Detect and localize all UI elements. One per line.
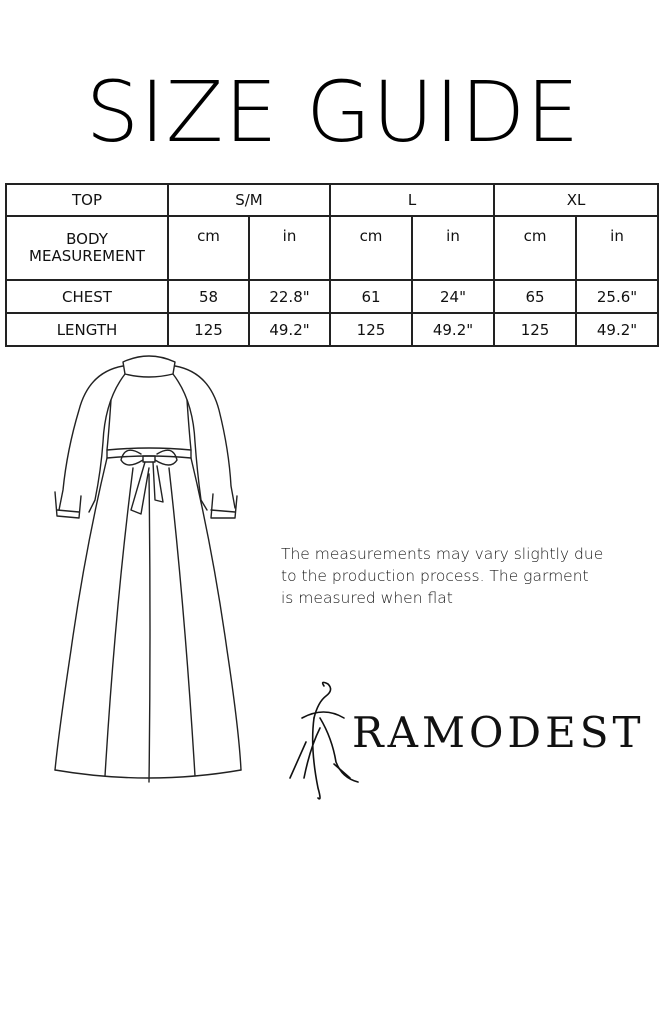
value-cell: 25.6" xyxy=(576,280,658,313)
value-cell: 49.2" xyxy=(412,313,494,346)
note-line: The measurements may vary slightly due xyxy=(281,545,604,563)
size-table xyxy=(5,183,659,347)
value-cell: 65 xyxy=(494,280,576,313)
value-cell: 49.2" xyxy=(576,313,658,346)
note-line: to the production process. The garment xyxy=(281,567,589,585)
size-header-l: L xyxy=(330,184,494,216)
unit-cell: in xyxy=(576,216,658,280)
size-header-row xyxy=(6,184,658,216)
size-header-xl: XL xyxy=(494,184,658,216)
value-cell: 125 xyxy=(330,313,412,346)
note-line: is measured when flat xyxy=(281,589,453,607)
table-row xyxy=(6,313,658,346)
page-title: SIZE GUIDE xyxy=(85,63,581,161)
unit-cell: cm xyxy=(494,216,576,280)
value-cell: 22.8" xyxy=(249,280,330,313)
value-cell: 125 xyxy=(168,313,249,346)
row-label: CHEST xyxy=(6,280,168,313)
unit-cell: in xyxy=(412,216,494,280)
value-cell: 58 xyxy=(168,280,249,313)
table-row xyxy=(6,280,658,313)
body-measurement-line2: MEASUREMENT xyxy=(29,247,145,265)
measurement-note xyxy=(281,543,661,609)
brand-name: RAMODEST xyxy=(352,708,645,757)
body-measurement-line1: BODY xyxy=(66,230,108,248)
row-label: LENGTH xyxy=(6,313,168,346)
unit-cell: in xyxy=(249,216,330,280)
value-cell: 49.2" xyxy=(249,313,330,346)
top-header-cell: TOP xyxy=(6,184,168,216)
dress-illustration xyxy=(45,350,255,790)
value-cell: 61 xyxy=(330,280,412,313)
body-measurement-cell xyxy=(6,216,168,280)
unit-cell: cm xyxy=(330,216,412,280)
value-cell: 24" xyxy=(412,280,494,313)
value-cell: 125 xyxy=(494,313,576,346)
size-header-sm: S/M xyxy=(168,184,330,216)
unit-row xyxy=(6,216,658,280)
unit-cell: cm xyxy=(168,216,249,280)
